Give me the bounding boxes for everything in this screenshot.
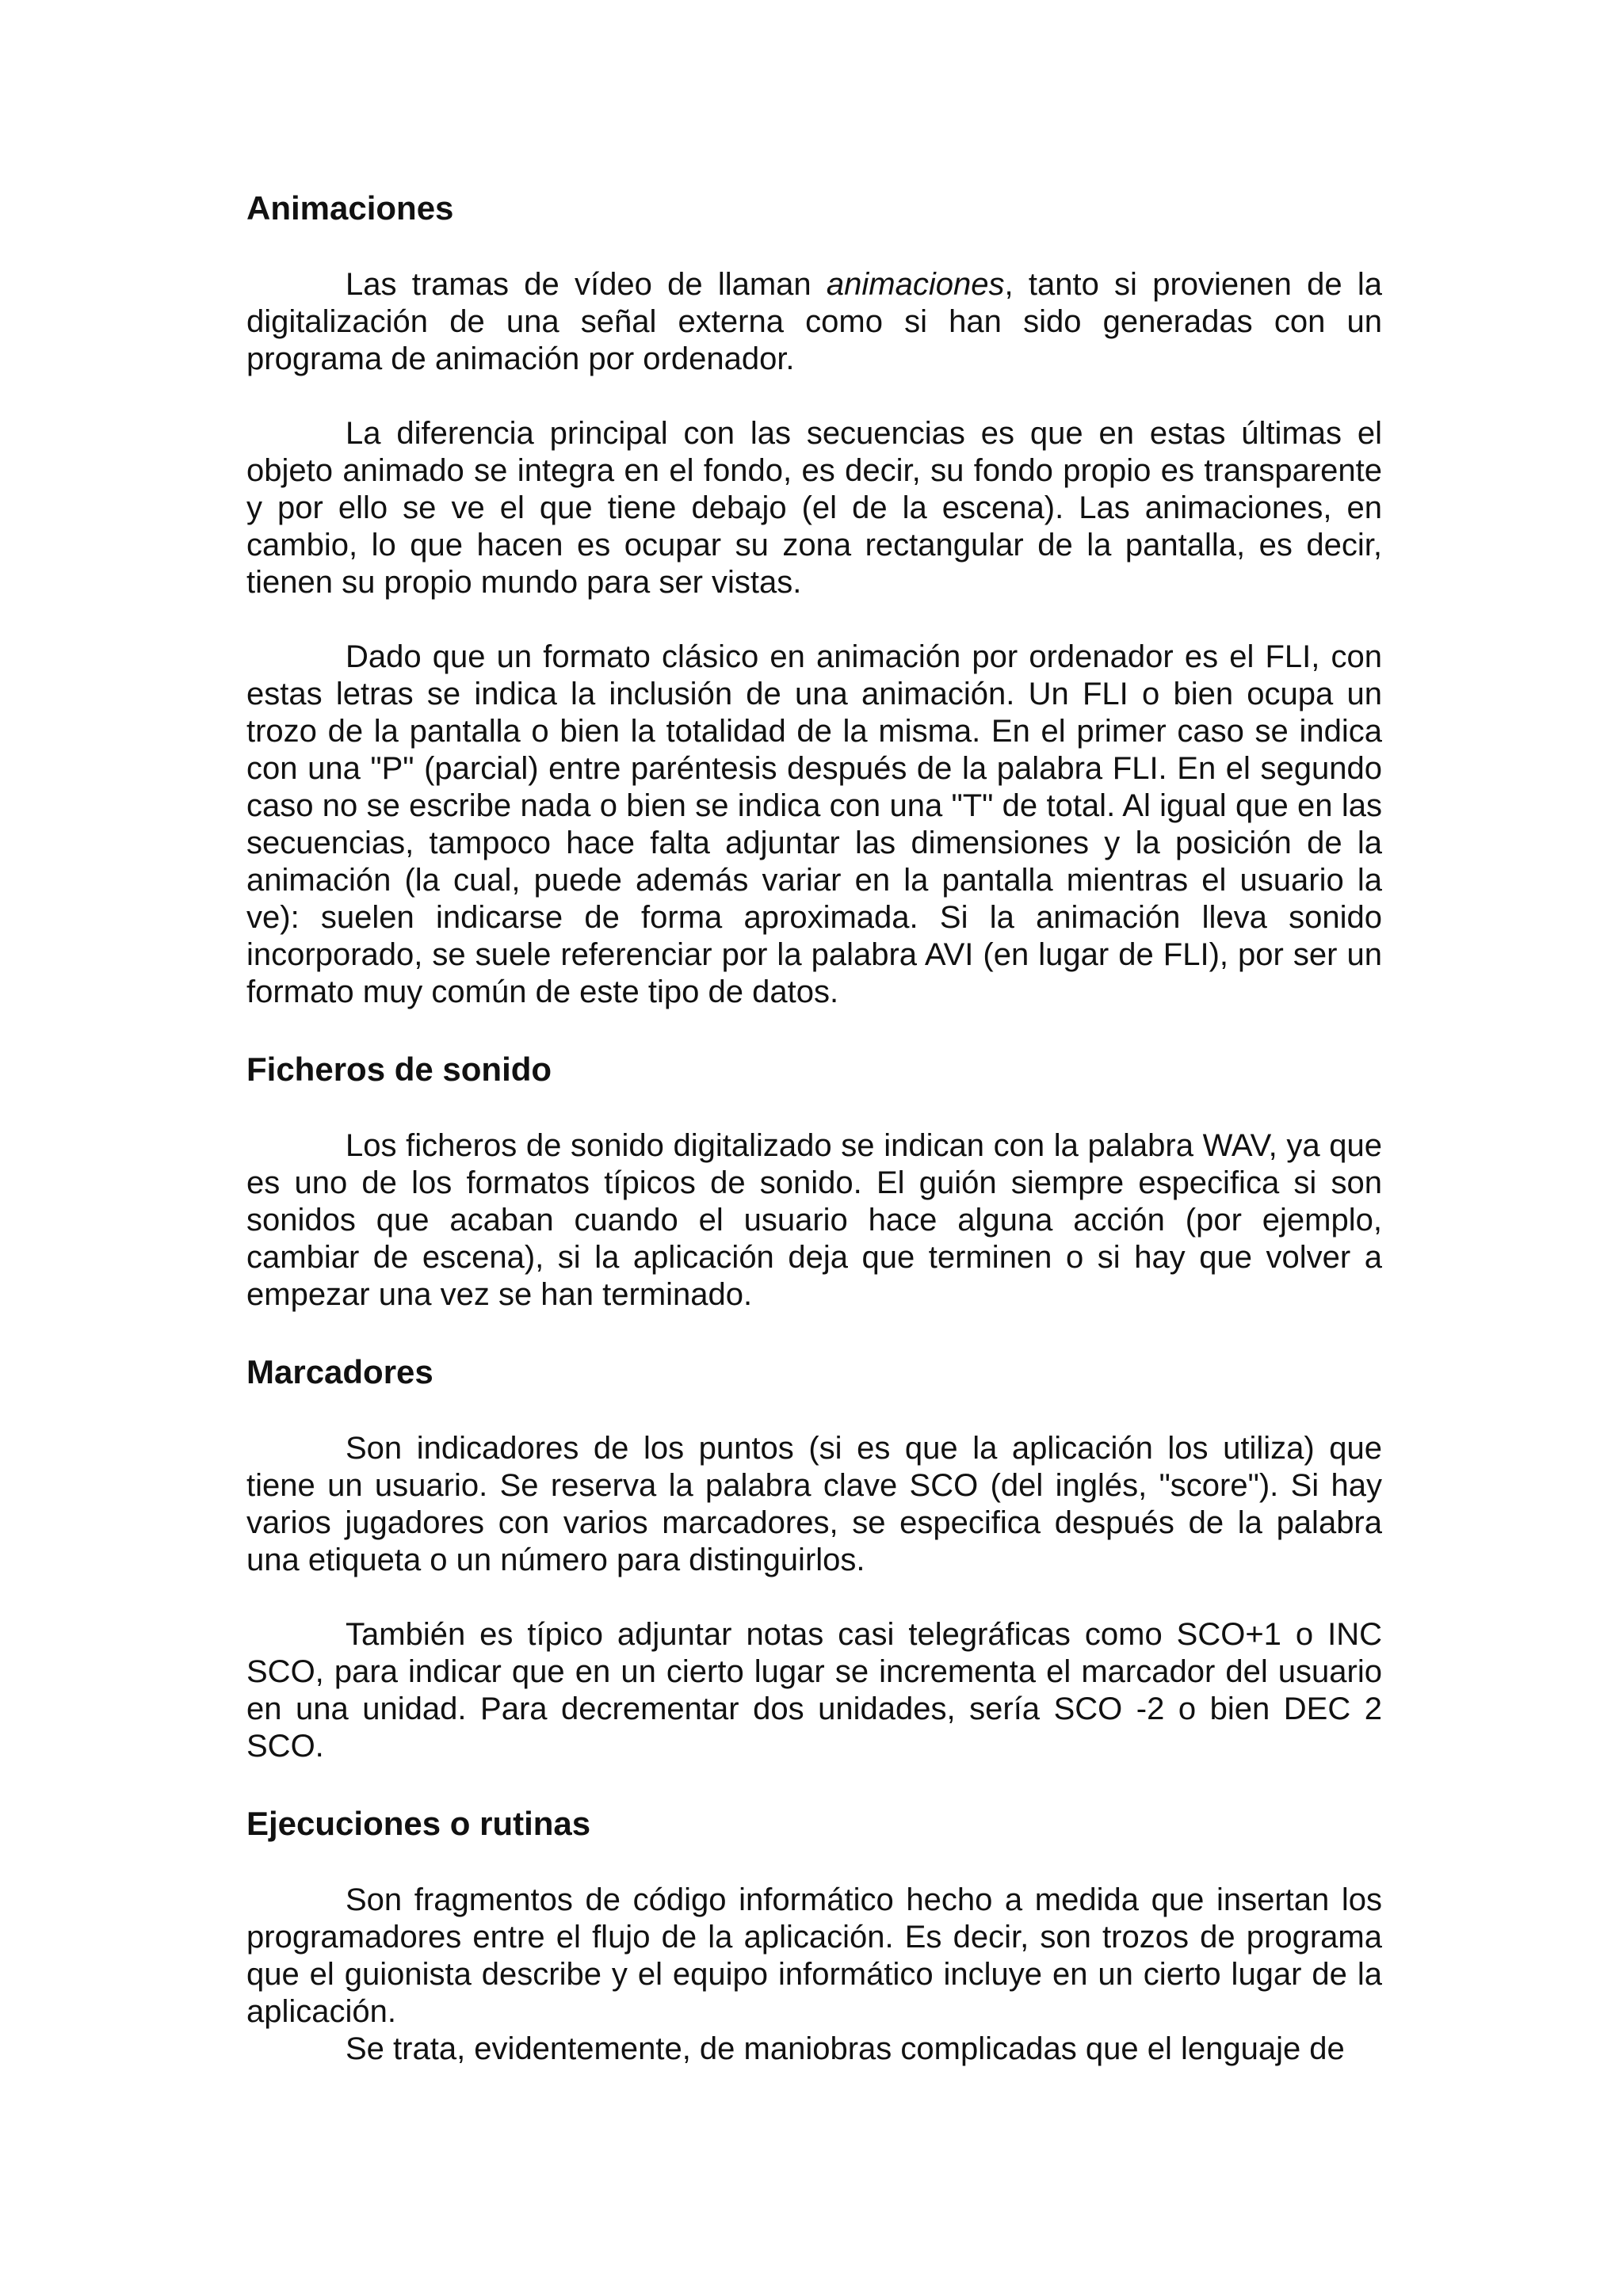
section-heading-ficheros-de-sonido: Ficheros de sonido	[246, 1051, 552, 1088]
paragraph	[246, 266, 1382, 378]
paragraph: Se trata, evidentemente, de maniobras complicadas que el lenguaje de	[346, 2031, 1345, 2066]
paragraph: Son indicadores de los puntos (si es que la aplicación los utiliza) que tiene un usuario. Se reserva la palabra clave SCO (del inglés, "score"). Si hay varios jugadores con varios marcadores, se especifica después de la palabra una etiqueta o un número para distinguirlos.	[246, 1431, 1382, 1577]
document-page	[246, 187, 1382, 2068]
paragraph: Los ficheros de sonido digitalizado se indican con la palabra WAV, ya que es uno de los formatos típicos de sonido. El guión siempre especifica si son sonidos que acaban cuando el usuario hace alguna acción (por ejemplo, cambiar de escena), si la aplicación deja que terminen o si hay que volver a empezar una vez se han terminado.	[246, 1128, 1382, 1312]
paragraph-text: , tanto si provienen de la digitalización de una señal externa como si han sido generadas con un programa de animación por ordenador.	[246, 267, 1382, 376]
paragraph: Dado que un formato clásico en animación por ordenador es el FLI, con estas letras se indica la inclusión de una animación. Un FLI o bien ocupa un trozo de la pantalla o bien la totalidad de la misma. En el primer caso se indica con una "P" (parcial) entre paréntesis después de la palabra FLI. En el segundo caso no se escribe nada o bien se indica con una "T" de total. Al igual que en las secuencias, tampoco hace falta adjuntar las dimensiones y la posición de la animación (la cual, puede además variar en la pantalla mientras el usuario la ve): suelen indicarse de forma aproximada. Si la animación lleva sonido incorporado, se suele referenciar por la palabra AVI (en lugar de FLI), por ser un formato muy común de este tipo de datos.	[246, 639, 1382, 1009]
paragraph-text: Las tramas de vídeo de llaman	[346, 267, 827, 302]
section-heading-marcadores: Marcadores	[246, 1353, 433, 1390]
section-heading-ejecuciones-o-rutinas: Ejecuciones o rutinas	[246, 1805, 591, 1842]
emphasis-text: animaciones	[826, 267, 1005, 302]
paragraph: También es típico adjuntar notas casi telegráficas como SCO+1 o INC SCO, para indicar que en un cierto lugar se incrementa el marcador del usuario en una unidad. Para decrementar dos unidades, sería SCO -2 o bien DEC 2 SCO.	[246, 1617, 1382, 1764]
paragraph: Son fragmentos de código informático hecho a medida que insertan los programadores entre el flujo de la aplicación. Es decir, son trozos de programa que el guionista describe y el equipo informático incluye en un cierto lugar de la aplicación.	[246, 1882, 1382, 2029]
paragraph: La diferencia principal con las secuencias es que en estas últimas el objeto animado se integra en el fondo, es decir, su fondo propio es transparente y por ello se ve el que tiene debajo (el de la escena). Las animaciones, en cambio, lo que hacen es ocupar su zona rectangular de la pantalla, es decir, tienen su propio mundo para ser vistas.	[246, 416, 1382, 600]
section-heading-animaciones: Animaciones	[246, 189, 454, 227]
